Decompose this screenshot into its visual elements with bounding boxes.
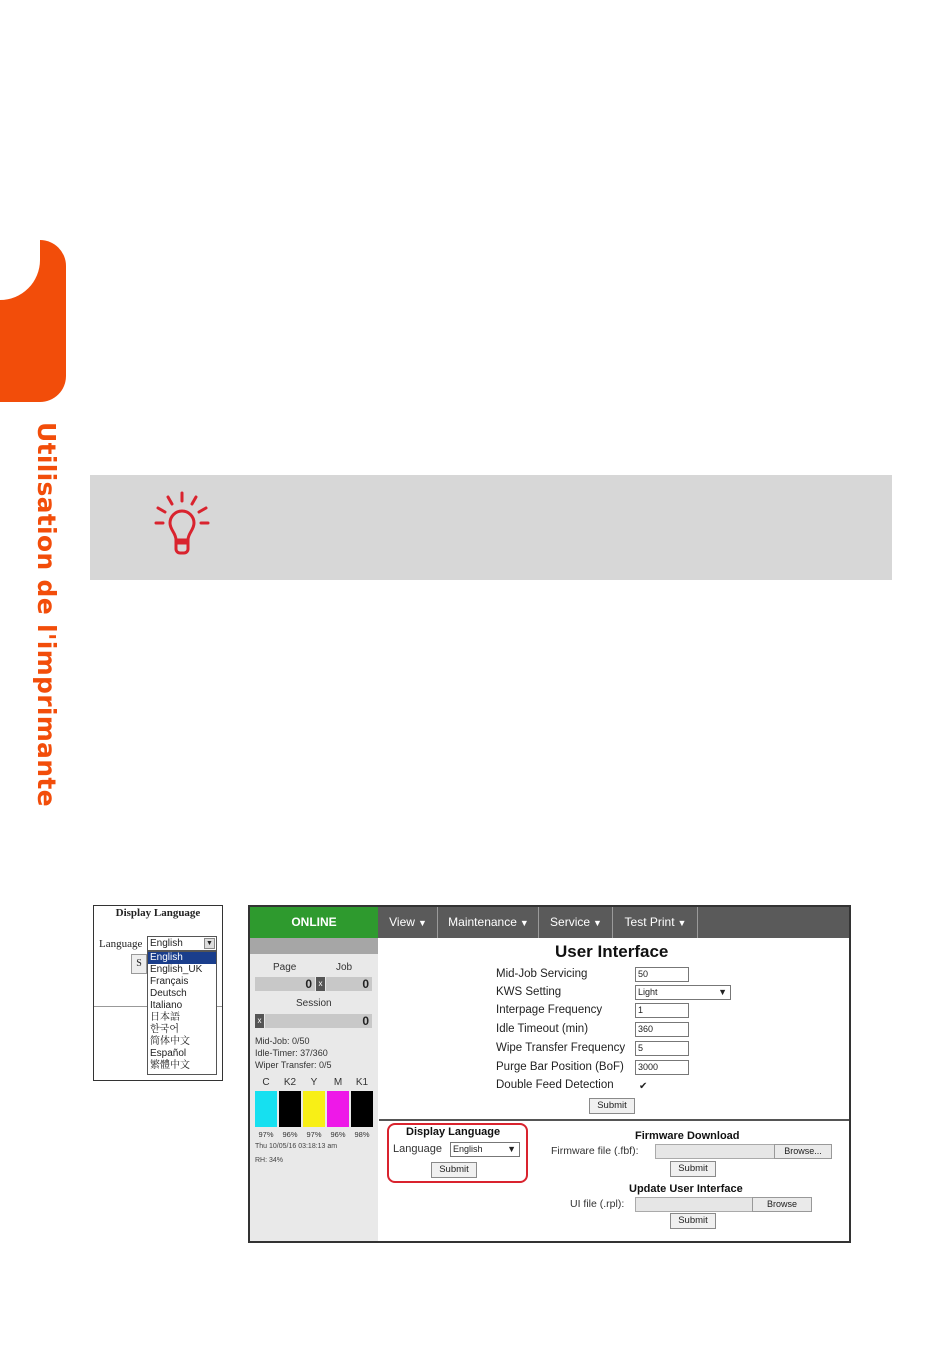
display-language-label: Language: [393, 1143, 442, 1155]
ink-level-bar-yellow: [303, 1091, 325, 1127]
idle-timeout-input[interactable]: 360: [635, 1022, 689, 1037]
language-option[interactable]: 简体中文: [150, 1036, 190, 1047]
nav-label: Maintenance: [448, 915, 517, 929]
ink-percent: 96%: [282, 1130, 298, 1139]
firmware-file-label: Firmware file (.fbf):: [551, 1145, 639, 1157]
language-option[interactable]: English: [148, 952, 216, 964]
job-counter: 0: [326, 977, 372, 991]
setting-label: Double Feed Detection: [496, 1079, 614, 1091]
language-option[interactable]: English_UK: [150, 964, 203, 975]
chevron-down-icon: ▼: [677, 918, 687, 928]
page-title: User Interface: [555, 942, 669, 961]
popup-submit-button[interactable]: S: [131, 954, 147, 974]
ink-level-bar-magenta: [327, 1091, 349, 1127]
page-counter: 0: [255, 977, 315, 991]
session-counter: 0: [265, 1014, 372, 1028]
update-ui-title: Update User Interface: [629, 1183, 743, 1195]
ink-level-bar-black1: [351, 1091, 373, 1127]
ink-level-bar-cyan: [255, 1091, 277, 1127]
chevron-down-icon: ▼: [718, 987, 727, 997]
printer-ui-screenshot: [248, 905, 851, 1243]
status-column: [250, 938, 378, 1241]
nav-test-print[interactable]: [614, 907, 698, 938]
popup-selected-value: English: [150, 938, 183, 949]
ui-submit-button[interactable]: Submit: [670, 1213, 716, 1229]
firmware-file-field[interactable]: [655, 1144, 775, 1159]
nav-maintenance[interactable]: [439, 907, 539, 938]
display-language-select[interactable]: [450, 1142, 520, 1157]
purge-bar-position-input[interactable]: 3000: [635, 1060, 689, 1075]
chevron-down-icon: ▼: [519, 918, 529, 928]
language-popup: [93, 905, 223, 1081]
display-language-title: Display Language: [406, 1126, 501, 1138]
ui-file-label: UI file (.rpl):: [570, 1198, 625, 1210]
language-option[interactable]: Deutsch: [150, 988, 187, 999]
chevron-down-icon: ▼: [507, 1144, 516, 1154]
humidity: RH: 34%: [255, 1157, 284, 1164]
session-label: Session: [296, 998, 332, 1009]
reset-session-button[interactable]: x: [255, 1014, 264, 1028]
kws-setting-select[interactable]: [635, 985, 731, 1000]
ink-percent: 97%: [258, 1130, 274, 1139]
language-option[interactable]: 한국어: [150, 1024, 179, 1035]
page-label: Page: [273, 962, 297, 973]
setting-label: KWS Setting: [496, 986, 562, 998]
wipe-transfer-frequency-input[interactable]: 5: [635, 1041, 689, 1056]
popup-language-label: Language: [99, 938, 143, 950]
status-line: Idle-Timer: 37/360: [255, 1048, 328, 1058]
chevron-down-icon: ▼: [593, 918, 602, 928]
chapter-tab: [0, 240, 66, 402]
popup-language-select[interactable]: [147, 936, 217, 951]
nav-label: View: [389, 915, 415, 929]
settings-submit-button[interactable]: Submit: [589, 1098, 635, 1114]
ink-label: K2: [283, 1077, 297, 1088]
language-option[interactable]: Italiano: [150, 1000, 183, 1011]
ui-browse-button[interactable]: Browse: [752, 1197, 812, 1212]
ink-label: Y: [310, 1077, 318, 1088]
interpage-frequency-input[interactable]: 1: [635, 1003, 689, 1018]
setting-label: Idle Timeout (min): [496, 1023, 589, 1035]
top-nav: [250, 907, 849, 938]
setting-label: Interpage Frequency: [496, 1004, 603, 1016]
dropdown-arrow-icon[interactable]: ▼: [204, 938, 215, 949]
mid-job-servicing-input[interactable]: 50: [635, 967, 689, 982]
tip-box: [90, 475, 892, 580]
language-option[interactable]: Français: [150, 976, 189, 987]
reset-page-button[interactable]: x: [316, 977, 325, 991]
lightbulb-icon: [152, 489, 212, 559]
status-line: Mid-Job: 0/50: [255, 1036, 310, 1046]
firmware-browse-button[interactable]: Browse...: [774, 1144, 832, 1159]
nav-label: Test Print: [624, 915, 675, 929]
firmware-submit-button[interactable]: Submit: [670, 1161, 716, 1177]
ink-percent: 98%: [354, 1130, 370, 1139]
ink-percent: 97%: [306, 1130, 322, 1139]
language-option[interactable]: 日本語: [150, 1012, 180, 1023]
online-status: ONLINE: [250, 907, 378, 938]
timestamp: Thu 10/05/16 03:18:13 am: [255, 1143, 338, 1150]
setting-label: Mid-Job Servicing: [496, 968, 588, 980]
ink-label: C: [262, 1077, 270, 1088]
firmware-download-title: Firmware Download: [635, 1130, 740, 1142]
popup-title: Display Language: [115, 907, 201, 919]
ink-percent: 96%: [330, 1130, 346, 1139]
display-language-submit-button[interactable]: Submit: [431, 1162, 477, 1178]
ink-level-bar-black2: [279, 1091, 301, 1127]
setting-label: Wipe Transfer Frequency: [496, 1042, 626, 1054]
chapter-title: Utilisation de l'imprimante: [32, 422, 61, 807]
display-language-value: English: [453, 1144, 483, 1154]
setting-label: Purge Bar Position (BoF): [496, 1061, 624, 1073]
language-option-list[interactable]: [147, 951, 217, 1075]
nav-service[interactable]: [540, 907, 613, 938]
nav-label: Service: [550, 915, 591, 929]
chevron-down-icon: ▼: [417, 918, 427, 928]
language-option[interactable]: Español: [150, 1048, 187, 1059]
kws-setting-value: Light: [638, 987, 658, 997]
language-option[interactable]: 繁體中文: [150, 1060, 190, 1071]
section-divider: [379, 1119, 849, 1121]
ink-label: K1: [355, 1077, 369, 1088]
ui-file-field[interactable]: [635, 1197, 753, 1212]
status-line: Wiper Transfer: 0/5: [255, 1060, 332, 1070]
double-feed-detection-checkbox[interactable]: ✔: [639, 1081, 648, 1092]
status-strip: [250, 938, 378, 954]
ink-label: M: [333, 1077, 343, 1088]
job-label: Job: [336, 962, 353, 973]
nav-view[interactable]: [379, 907, 438, 938]
